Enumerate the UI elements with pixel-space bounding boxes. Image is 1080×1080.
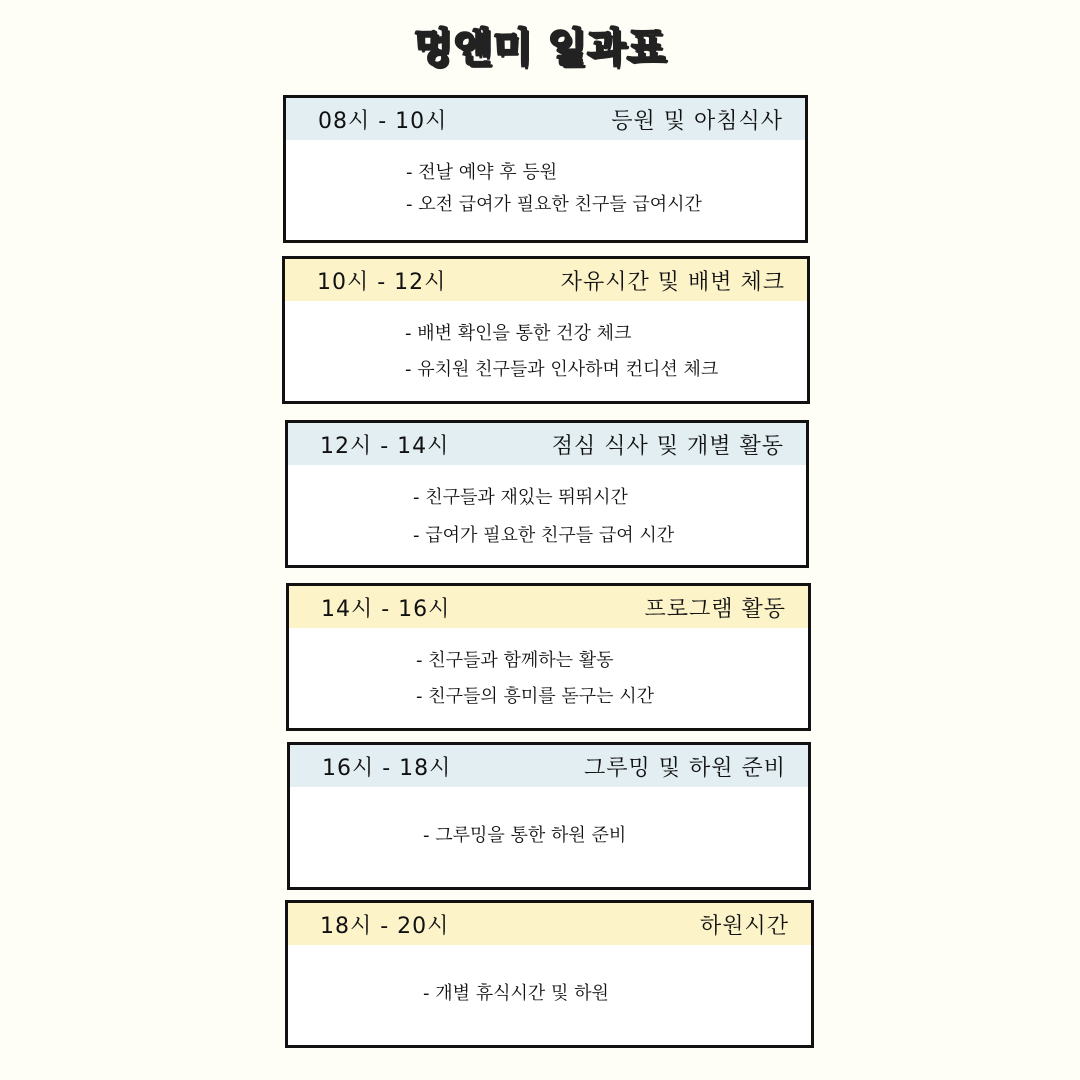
time-range: 18시 - 20시 (320, 913, 450, 939)
activity-label: 하원시간 (699, 913, 789, 939)
list-item: - 전날 예약 후 등원 (406, 162, 558, 183)
list-item: - 개별 휴식시간 및 하원 (423, 983, 609, 1004)
list-item: - 유치원 친구들과 인사하며 컨디션 체크 (405, 359, 719, 380)
activity-label: 등원 및 아침식사 (611, 108, 783, 134)
schedule-card-6 (285, 900, 814, 1048)
title-brand: 멍앤미 (413, 25, 533, 71)
list-item: - 급여가 필요한 친구들 급여 시간 (413, 525, 675, 546)
activity-label: 그루밍 및 하원 준비 (584, 755, 786, 781)
card-header (290, 745, 808, 787)
list-item: - 그루밍을 통한 하원 준비 (423, 825, 627, 846)
card-header (285, 259, 807, 301)
card-header (286, 98, 805, 140)
time-range: 08시 - 10시 (318, 108, 448, 134)
card-header (288, 903, 811, 945)
time-range: 12시 - 14시 (320, 433, 450, 459)
activity-label: 프로그램 활동 (644, 596, 786, 622)
list-item: - 친구들의 흥미를 돋구는 시간 (416, 686, 655, 707)
list-item: - 친구들과 재있는 뛰뛰시간 (413, 487, 628, 508)
schedule-card-1 (283, 95, 808, 243)
schedule-card-3 (285, 420, 809, 568)
time-range: 16시 - 18시 (322, 755, 452, 781)
schedule-card-5 (287, 742, 811, 890)
list-item: - 오전 급여가 필요한 친구들 급여시간 (406, 194, 702, 215)
card-header (289, 586, 808, 628)
page-title (0, 18, 1080, 78)
activity-label: 자유시간 및 배변 체크 (560, 269, 785, 295)
schedule-card-2 (282, 256, 810, 404)
list-item: - 친구들과 함께하는 활동 (416, 650, 614, 671)
title-schedule: 일과표 (547, 25, 667, 71)
schedule-card-4 (286, 583, 811, 731)
list-item: - 배변 확인을 통한 건강 체크 (405, 323, 632, 344)
time-range: 14시 - 16시 (321, 596, 451, 622)
time-range: 10시 - 12시 (317, 269, 447, 295)
activity-label: 점심 식사 및 개별 활동 (551, 433, 784, 459)
card-header (288, 423, 806, 465)
